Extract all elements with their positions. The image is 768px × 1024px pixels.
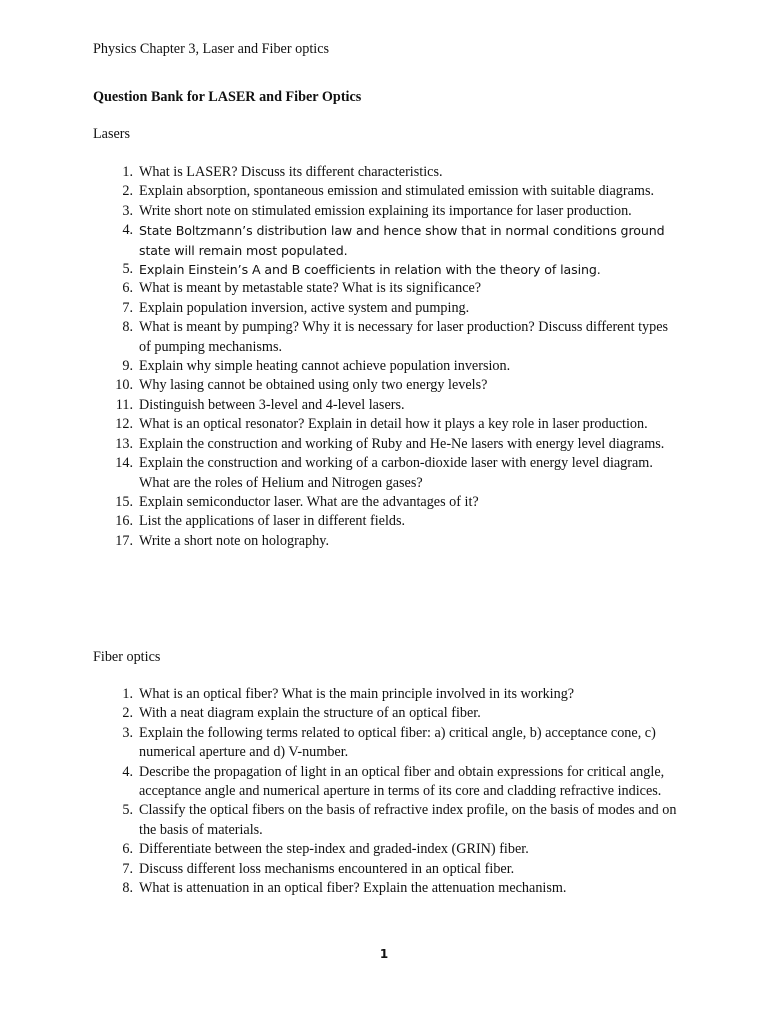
question-text: Distinguish between 3-level and 4-level lasers.: [139, 396, 405, 413]
question-item: [0, 493, 768, 512]
question-item: [0, 435, 768, 454]
question-item: [0, 415, 768, 434]
question-text: Explain the following terms related to optical fiber: a) critical angle, b) acceptance cone, c) numerical aperture and d) V-number.: [139, 724, 656, 761]
question-text: Classify the optical fibers on the basis of refractive index profile, on the basis of modes and on the basis of materials.: [139, 802, 677, 838]
question-item: [0, 396, 768, 415]
question-item: [0, 532, 768, 551]
question-number: 1.: [122, 164, 133, 180]
question-text: Write a short note on holography.: [139, 532, 329, 549]
question-text: What is LASER? Discuss its different characteristics.: [139, 164, 443, 180]
question-number: 16.: [115, 513, 133, 530]
question-number: 13.: [115, 435, 133, 452]
question-number: 15.: [115, 493, 133, 510]
question-number: 6.: [122, 841, 133, 858]
question-item: [0, 202, 768, 221]
question-text: What is attenuation in an optical fiber? Explain the attenuation mechanism.: [139, 880, 567, 897]
question-number: 11.: [115, 396, 133, 413]
question-number: 2.: [122, 183, 133, 200]
question-text: Explain the construction and working of a carbon-dioxide laser with energy level diagram. What are the roles of Helium and Nitrogen gases?: [139, 455, 653, 491]
question-text: Write short note on stimulated emission explaining its importance for laser production.: [139, 202, 632, 219]
fiber-optics-question-list: [0, 685, 768, 898]
section-heading-fiber-optics: Fiber optics: [93, 649, 161, 665]
question-item: [0, 763, 768, 802]
question-item: [0, 376, 768, 395]
question-number: 7.: [122, 299, 133, 316]
question-item: [0, 357, 768, 376]
question-item: [0, 182, 768, 201]
question-text: Explain population inversion, active system and pumping.: [139, 299, 470, 316]
question-text: What is an optical resonator? Explain in detail how it plays a key role in laser production.: [139, 416, 648, 433]
question-text: With a neat diagram explain the structure of an optical fiber.: [139, 705, 481, 722]
question-item: [0, 279, 768, 298]
question-number: 17.: [115, 532, 133, 549]
question-text: State Boltzmann’s distribution law and hence show that in normal conditions ground state will remain most populated.: [139, 223, 665, 258]
question-text: Explain semiconductor laser. What are the advantages of it?: [139, 493, 479, 510]
question-number: 4.: [122, 222, 133, 239]
question-text: Explain absorption, spontaneous emission and stimulated emission with suitable diagrams.: [139, 183, 655, 200]
question-item: [0, 860, 768, 879]
question-item: [0, 260, 768, 279]
running-header: Physics Chapter 3, Laser and Fiber optics: [93, 41, 330, 57]
question-number: 5.: [122, 261, 133, 278]
question-text: Explain the construction and working of Ruby and He-Ne lasers with energy level diagrams.: [139, 435, 665, 452]
question-text: Describe the propagation of light in an optical fiber and obtain expressions for critical angle, acceptance angle and numerical aperture in terms of its core and cladding refractive indices.: [139, 763, 665, 800]
question-item: [0, 221, 768, 260]
question-text: Discuss different loss mechanisms encountered in an optical fiber.: [139, 860, 515, 877]
question-item: [0, 704, 768, 723]
question-text: What is meant by pumping? Why it is necessary for laser production? Discuss different types of pumping mechanisms.: [139, 319, 669, 355]
question-number: 10.: [115, 377, 133, 394]
question-number: 1.: [122, 686, 133, 702]
question-item: [0, 299, 768, 318]
question-number: 9.: [122, 358, 133, 375]
question-text: List the applications of laser in different fields.: [139, 513, 406, 530]
question-number: 8.: [122, 319, 133, 336]
question-number: 3.: [122, 724, 133, 741]
document-title: Question Bank for LASER and Fiber Optics: [93, 89, 362, 105]
question-item: [0, 879, 768, 898]
question-item: [0, 318, 768, 357]
question-text: Differentiate between the step-index and graded-index (GRIN) fiber.: [139, 841, 529, 858]
question-text: What is meant by metastable state? What is its significance?: [139, 280, 482, 297]
question-number: 2.: [122, 705, 133, 722]
question-text: Explain Einstein’s A and B coefficients in relation with the theory of lasing.: [139, 262, 601, 278]
lasers-question-list: [0, 163, 768, 551]
question-number: 12.: [115, 416, 133, 433]
question-number: 5.: [122, 802, 133, 819]
question-number: 14.: [115, 455, 133, 472]
question-number: 3.: [122, 202, 133, 219]
question-item: [0, 685, 768, 704]
section-heading-lasers: Lasers: [93, 126, 131, 142]
question-number: 4.: [122, 763, 133, 780]
question-number: 8.: [122, 880, 133, 897]
question-item: [0, 801, 768, 840]
question-text: What is an optical fiber? What is the main principle involved in its working?: [139, 686, 575, 702]
question-item: [0, 724, 768, 763]
page-number: 1: [379, 947, 389, 961]
question-item: [0, 163, 768, 182]
question-text: Explain why simple heating cannot achieve population inversion.: [139, 358, 511, 375]
question-item: [0, 454, 768, 493]
question-number: 6.: [122, 280, 133, 297]
question-number: 7.: [122, 860, 133, 877]
question-item: [0, 840, 768, 859]
question-item: [0, 512, 768, 531]
question-text: Why lasing cannot be obtained using only two energy levels?: [139, 377, 488, 394]
